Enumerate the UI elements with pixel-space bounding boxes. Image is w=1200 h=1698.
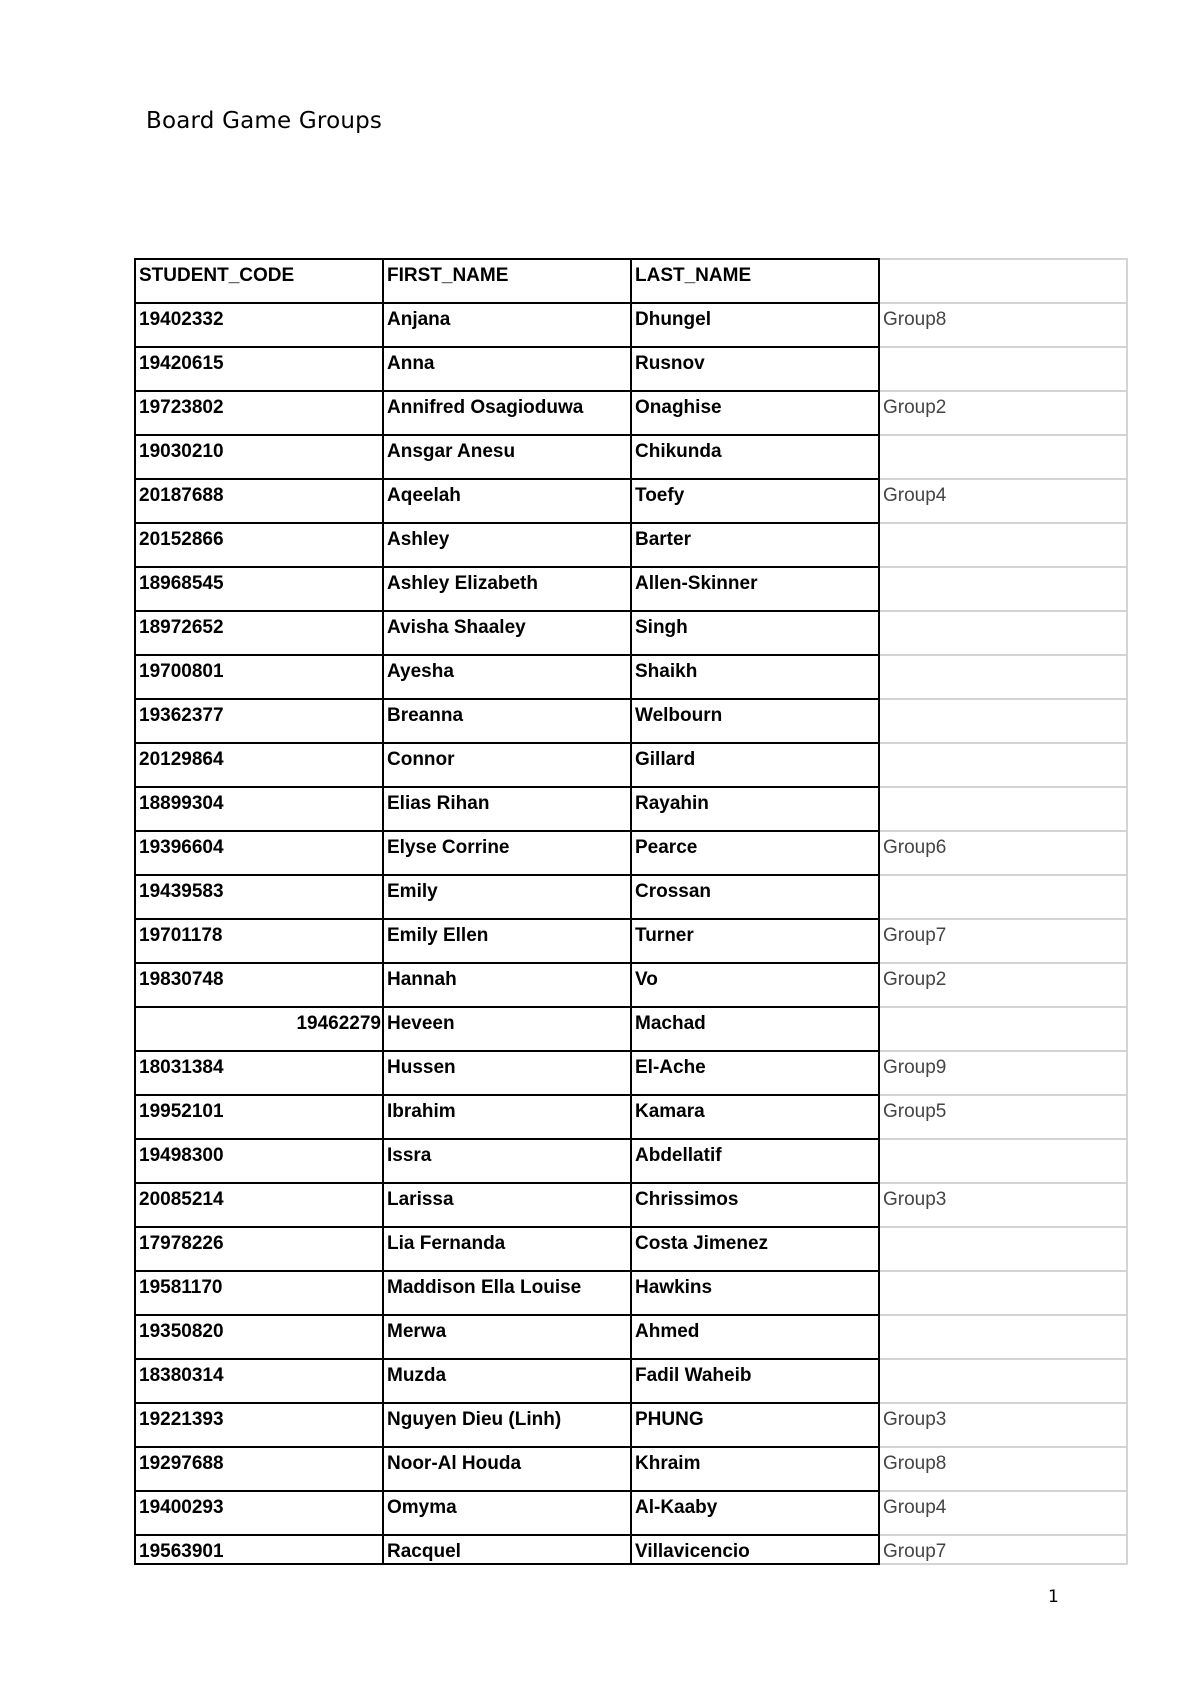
group-cell — [879, 347, 1127, 391]
student-code-cell: 18972652 — [135, 611, 383, 655]
first-name-cell: Larissa — [383, 1183, 631, 1227]
first-name-cell: Avisha Shaaley — [383, 611, 631, 655]
first-name-cell: Ashley — [383, 523, 631, 567]
group-cell — [879, 567, 1127, 611]
student-code-cell: 19350820 — [135, 1315, 383, 1359]
table-row — [135, 1139, 1127, 1183]
student-code-cell: 19420615 — [135, 347, 383, 391]
first-name-cell: Ibrahim — [383, 1095, 631, 1139]
group-cell: Group3 — [879, 1403, 1127, 1447]
table-header-row — [135, 259, 1127, 303]
table-row — [135, 1447, 1127, 1491]
first-name-cell: Ashley Elizabeth — [383, 567, 631, 611]
last-name-cell: Allen-Skinner — [631, 567, 879, 611]
document-title: Board Game Groups — [146, 108, 383, 134]
last-name-cell: Onaghise — [631, 391, 879, 435]
first-name-cell: Breanna — [383, 699, 631, 743]
table-row — [135, 1271, 1127, 1315]
student-code-cell: 19952101 — [135, 1095, 383, 1139]
last-name-cell: Fadil Waheib — [631, 1359, 879, 1403]
first-name-cell: Issra — [383, 1139, 631, 1183]
group-cell: Group8 — [879, 303, 1127, 347]
group-cell — [879, 1007, 1127, 1051]
group-cell: Group3 — [879, 1183, 1127, 1227]
table-row — [135, 523, 1127, 567]
group-cell — [879, 1139, 1127, 1183]
last-name-cell: Machad — [631, 1007, 879, 1051]
first-name-cell: Lia Fernanda — [383, 1227, 631, 1271]
table-row — [135, 1403, 1127, 1447]
first-name-cell: Elias Rihan — [383, 787, 631, 831]
student-code-cell: 19581170 — [135, 1271, 383, 1315]
group-cell — [879, 1227, 1127, 1271]
last-name-cell: Costa Jimenez — [631, 1227, 879, 1271]
last-name-cell: Shaikh — [631, 655, 879, 699]
student-code-cell: 19439583 — [135, 875, 383, 919]
student-code-cell: 20129864 — [135, 743, 383, 787]
last-name-cell: Chikunda — [631, 435, 879, 479]
first-name-cell: Nguyen Dieu (Linh) — [383, 1403, 631, 1447]
last-name-cell: Rusnov — [631, 347, 879, 391]
first-name-cell: Hussen — [383, 1051, 631, 1095]
table-row — [135, 611, 1127, 655]
first-name-cell: Heveen — [383, 1007, 631, 1051]
last-name-cell: Abdellatif — [631, 1139, 879, 1183]
last-name-cell: Toefy — [631, 479, 879, 523]
last-name-cell: Rayahin — [631, 787, 879, 831]
student-code-cell: 18968545 — [135, 567, 383, 611]
header-student-code: STUDENT_CODE — [135, 259, 383, 303]
page-number: 1 — [1048, 1587, 1059, 1607]
group-cell — [879, 1271, 1127, 1315]
group-cell — [879, 1359, 1127, 1403]
student-code-cell: 19700801 — [135, 655, 383, 699]
group-cell: Group4 — [879, 1491, 1127, 1535]
table-row — [135, 391, 1127, 435]
group-cell — [879, 655, 1127, 699]
table-row — [135, 1315, 1127, 1359]
student-code-cell: 18380314 — [135, 1359, 383, 1403]
first-name-cell: Ayesha — [383, 655, 631, 699]
table-row — [135, 1359, 1127, 1403]
student-code-cell: 19498300 — [135, 1139, 383, 1183]
header-group — [879, 259, 1127, 303]
first-name-cell: Noor-Al Houda — [383, 1447, 631, 1491]
table-body — [135, 259, 1127, 1564]
group-cell — [879, 875, 1127, 919]
last-name-cell: Barter — [631, 523, 879, 567]
last-name-cell: PHUNG — [631, 1403, 879, 1447]
first-name-cell: Aqeelah — [383, 479, 631, 523]
table-row — [135, 1183, 1127, 1227]
last-name-cell: Crossan — [631, 875, 879, 919]
last-name-cell: Gillard — [631, 743, 879, 787]
group-cell: Group8 — [879, 1447, 1127, 1491]
table-row — [135, 743, 1127, 787]
table-row — [135, 479, 1127, 523]
group-cell: Group7 — [879, 919, 1127, 963]
table-row — [135, 787, 1127, 831]
table-row — [135, 699, 1127, 743]
header-last-name: LAST_NAME — [631, 259, 879, 303]
table-row — [135, 347, 1127, 391]
first-name-cell: Muzda — [383, 1359, 631, 1403]
header-first-name: FIRST_NAME — [383, 259, 631, 303]
student-code-cell: 19462279 — [135, 1007, 383, 1051]
group-cell — [879, 1315, 1127, 1359]
table-row — [135, 1095, 1127, 1139]
group-cell: Group4 — [879, 479, 1127, 523]
last-name-cell: Pearce — [631, 831, 879, 875]
group-cell: Group2 — [879, 391, 1127, 435]
table-row — [135, 1227, 1127, 1271]
student-code-cell: 20187688 — [135, 479, 383, 523]
group-cell — [879, 523, 1127, 567]
student-code-cell: 19396604 — [135, 831, 383, 875]
first-name-cell: Ansgar Anesu — [383, 435, 631, 479]
student-code-cell: 19400293 — [135, 1491, 383, 1535]
first-name-cell: Anjana — [383, 303, 631, 347]
last-name-cell: Vo — [631, 963, 879, 1007]
group-cell — [879, 611, 1127, 655]
student-code-cell: 19402332 — [135, 303, 383, 347]
group-cell — [879, 699, 1127, 743]
group-cell: Group9 — [879, 1051, 1127, 1095]
student-groups-table — [134, 258, 1128, 1565]
group-cell: Group6 — [879, 831, 1127, 875]
last-name-cell: Chrissimos — [631, 1183, 879, 1227]
first-name-cell: Merwa — [383, 1315, 631, 1359]
last-name-cell: Hawkins — [631, 1271, 879, 1315]
table-row — [135, 1051, 1127, 1095]
last-name-cell: Khraim — [631, 1447, 879, 1491]
group-cell: Group2 — [879, 963, 1127, 1007]
group-cell: Group5 — [879, 1095, 1127, 1139]
first-name-cell: Racquel — [383, 1535, 631, 1564]
group-cell — [879, 743, 1127, 787]
student-code-cell: 19830748 — [135, 963, 383, 1007]
table-row — [135, 919, 1127, 963]
first-name-cell: Connor — [383, 743, 631, 787]
student-code-cell: 20085214 — [135, 1183, 383, 1227]
first-name-cell: Annifred Osagioduwa — [383, 391, 631, 435]
last-name-cell: Villavicencio — [631, 1535, 879, 1564]
first-name-cell: Emily Ellen — [383, 919, 631, 963]
first-name-cell: Anna — [383, 347, 631, 391]
student-code-cell: 20152866 — [135, 523, 383, 567]
table-row — [135, 875, 1127, 919]
first-name-cell: Hannah — [383, 963, 631, 1007]
student-code-cell: 19362377 — [135, 699, 383, 743]
last-name-cell: Singh — [631, 611, 879, 655]
first-name-cell: Elyse Corrine — [383, 831, 631, 875]
student-code-cell: 19701178 — [135, 919, 383, 963]
last-name-cell: Turner — [631, 919, 879, 963]
student-code-cell: 17978226 — [135, 1227, 383, 1271]
first-name-cell: Maddison Ella Louise — [383, 1271, 631, 1315]
last-name-cell: Ahmed — [631, 1315, 879, 1359]
last-name-cell: Kamara — [631, 1095, 879, 1139]
table-row — [135, 1491, 1127, 1535]
table-row — [135, 435, 1127, 479]
table-row — [135, 1007, 1127, 1051]
student-code-cell: 19221393 — [135, 1403, 383, 1447]
first-name-cell: Omyma — [383, 1491, 631, 1535]
table-row — [135, 567, 1127, 611]
student-code-cell: 19563901 — [135, 1535, 383, 1564]
student-code-cell: 18031384 — [135, 1051, 383, 1095]
last-name-cell: Al-Kaaby — [631, 1491, 879, 1535]
student-code-cell: 18899304 — [135, 787, 383, 831]
student-code-cell: 19723802 — [135, 391, 383, 435]
table-row — [135, 831, 1127, 875]
group-cell: Group7 — [879, 1535, 1127, 1564]
group-cell — [879, 787, 1127, 831]
group-cell — [879, 435, 1127, 479]
last-name-cell: El-Ache — [631, 1051, 879, 1095]
student-code-cell: 19297688 — [135, 1447, 383, 1491]
table-row — [135, 963, 1127, 1007]
student-code-cell: 19030210 — [135, 435, 383, 479]
last-name-cell: Welbourn — [631, 699, 879, 743]
table-row — [135, 303, 1127, 347]
last-name-cell: Dhungel — [631, 303, 879, 347]
table-row — [135, 1535, 1127, 1564]
first-name-cell: Emily — [383, 875, 631, 919]
table-row — [135, 655, 1127, 699]
